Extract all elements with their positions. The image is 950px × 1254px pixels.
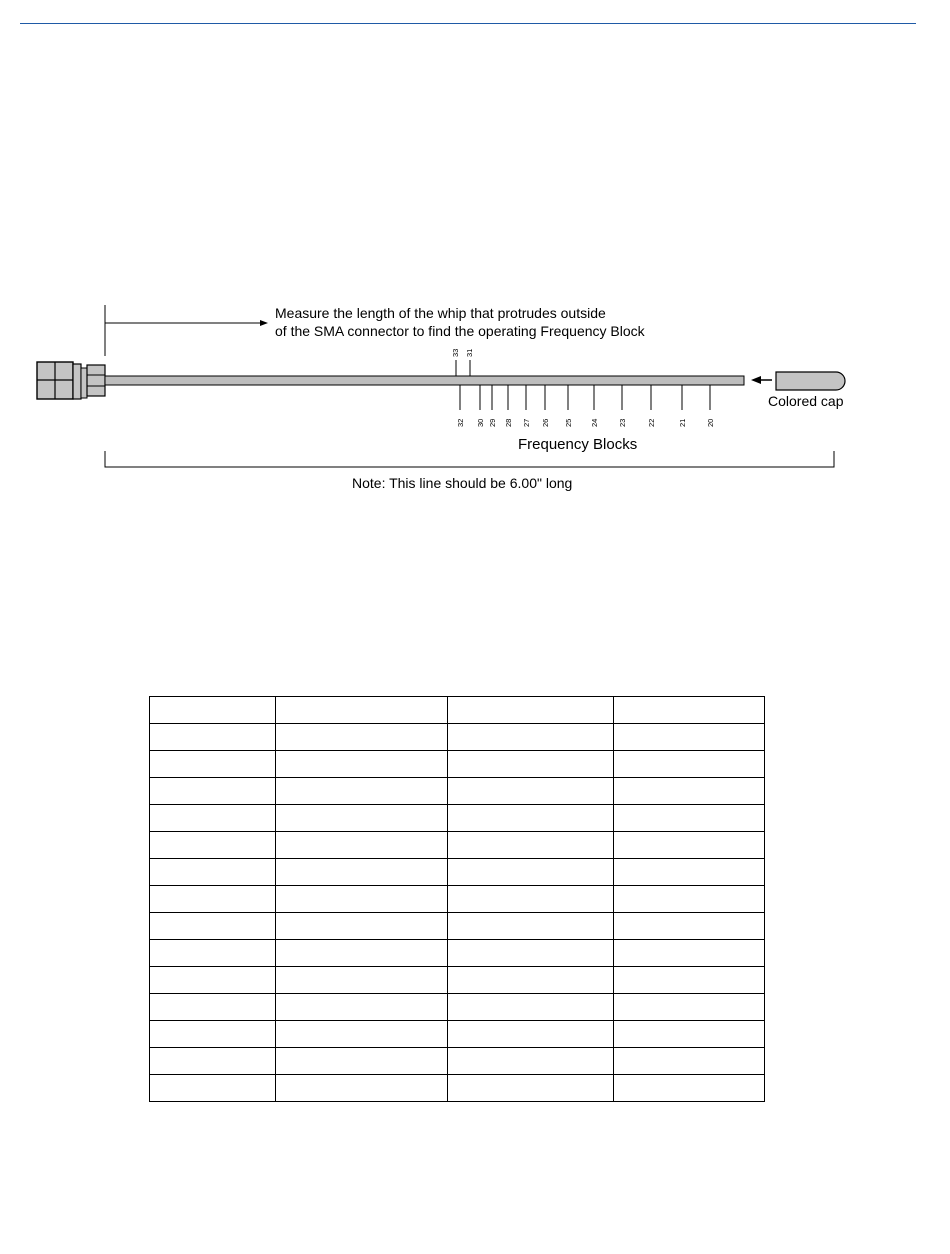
table-cell bbox=[614, 859, 765, 886]
table-row bbox=[150, 1048, 765, 1075]
table-cell bbox=[614, 1075, 765, 1102]
frequency-table bbox=[149, 696, 765, 1102]
table-cell bbox=[448, 751, 614, 778]
table-row bbox=[150, 778, 765, 805]
table-cell bbox=[276, 994, 448, 1021]
table-cell bbox=[276, 1021, 448, 1048]
tick-label: 27 bbox=[522, 418, 531, 427]
table-cell bbox=[276, 886, 448, 913]
tick-label: 20 bbox=[706, 418, 715, 427]
table-cell bbox=[448, 1048, 614, 1075]
table-cell bbox=[448, 913, 614, 940]
table-cell bbox=[150, 1075, 276, 1102]
table-cell bbox=[448, 886, 614, 913]
table-cell bbox=[448, 697, 614, 724]
table-cell bbox=[276, 778, 448, 805]
table-cell bbox=[448, 994, 614, 1021]
table-row bbox=[150, 832, 765, 859]
table-cell bbox=[448, 778, 614, 805]
table-cell bbox=[150, 886, 276, 913]
table-cell bbox=[614, 1048, 765, 1075]
tick-label: 30 bbox=[476, 418, 485, 427]
tick-label: 22 bbox=[647, 418, 656, 427]
note-text: Note: This line should be 6.00" long bbox=[352, 475, 573, 491]
instruction-line-2: of the SMA connector to find the operating Frequency Block bbox=[275, 323, 645, 339]
table-cell bbox=[448, 859, 614, 886]
lower-frequency-ticks bbox=[456, 385, 715, 427]
table-cell bbox=[150, 1021, 276, 1048]
table-cell bbox=[614, 724, 765, 751]
upper-frequency-ticks bbox=[451, 349, 474, 376]
whip-antenna bbox=[105, 376, 744, 385]
table-cell bbox=[276, 913, 448, 940]
six-inch-bracket bbox=[105, 451, 834, 467]
table-cell bbox=[150, 724, 276, 751]
table-cell bbox=[150, 1048, 276, 1075]
table-cell bbox=[448, 832, 614, 859]
table-row bbox=[150, 913, 765, 940]
table-cell bbox=[614, 778, 765, 805]
instruction-line-1: Measure the length of the whip that protrudes outside bbox=[275, 305, 606, 321]
table-row bbox=[150, 1021, 765, 1048]
tick-label: 29 bbox=[488, 418, 497, 427]
cap-arrowhead bbox=[751, 376, 761, 384]
table-row bbox=[150, 994, 765, 1021]
table-cell bbox=[276, 751, 448, 778]
table-cell bbox=[448, 1075, 614, 1102]
table-cell bbox=[614, 994, 765, 1021]
table-cell bbox=[614, 697, 765, 724]
table-cell bbox=[448, 805, 614, 832]
table-cell bbox=[150, 859, 276, 886]
measure-arrowhead bbox=[260, 320, 268, 326]
table-cell bbox=[150, 778, 276, 805]
whip-antenna-diagram bbox=[0, 0, 950, 520]
table-cell bbox=[150, 805, 276, 832]
cap-label: Colored cap bbox=[768, 393, 844, 409]
table-cell bbox=[276, 967, 448, 994]
table-cell bbox=[276, 1075, 448, 1102]
table-cell bbox=[276, 859, 448, 886]
tick-label: 21 bbox=[678, 418, 687, 427]
table-cell bbox=[448, 724, 614, 751]
tick-label: 32 bbox=[456, 418, 465, 427]
tick-label: 26 bbox=[541, 418, 550, 427]
table-cell bbox=[150, 751, 276, 778]
table-cell bbox=[150, 697, 276, 724]
table-row bbox=[150, 751, 765, 778]
table-row bbox=[150, 724, 765, 751]
tick-label: 25 bbox=[564, 418, 573, 427]
table-cell bbox=[150, 832, 276, 859]
table-cell bbox=[150, 940, 276, 967]
table-row bbox=[150, 1075, 765, 1102]
table-cell bbox=[614, 805, 765, 832]
table-cell bbox=[614, 940, 765, 967]
table-cell bbox=[448, 967, 614, 994]
tick-label: 31 bbox=[465, 348, 474, 357]
table-row bbox=[150, 940, 765, 967]
table-cell bbox=[448, 1021, 614, 1048]
table-cell bbox=[276, 832, 448, 859]
colored-cap bbox=[776, 372, 845, 390]
table-cell bbox=[614, 832, 765, 859]
table-row bbox=[150, 967, 765, 994]
table-cell bbox=[448, 940, 614, 967]
tick-label: 24 bbox=[590, 418, 599, 427]
table-cell bbox=[276, 940, 448, 967]
table-cell bbox=[276, 805, 448, 832]
table-row bbox=[150, 886, 765, 913]
table-row bbox=[150, 805, 765, 832]
tick-label: 33 bbox=[451, 348, 460, 357]
table-row bbox=[150, 697, 765, 724]
sma-connector bbox=[37, 362, 105, 399]
tick-label: 23 bbox=[618, 418, 627, 427]
table-cell bbox=[150, 994, 276, 1021]
table-cell bbox=[276, 1048, 448, 1075]
table-cell bbox=[150, 913, 276, 940]
tick-label: 28 bbox=[504, 418, 513, 427]
table-cell bbox=[276, 724, 448, 751]
table-cell bbox=[614, 913, 765, 940]
table-cell bbox=[614, 1021, 765, 1048]
table-cell bbox=[614, 967, 765, 994]
table-cell bbox=[150, 967, 276, 994]
frequency-blocks-label: Frequency Blocks bbox=[518, 436, 638, 453]
table-cell bbox=[614, 751, 765, 778]
table-cell bbox=[614, 886, 765, 913]
table-row bbox=[150, 859, 765, 886]
table-cell bbox=[276, 697, 448, 724]
